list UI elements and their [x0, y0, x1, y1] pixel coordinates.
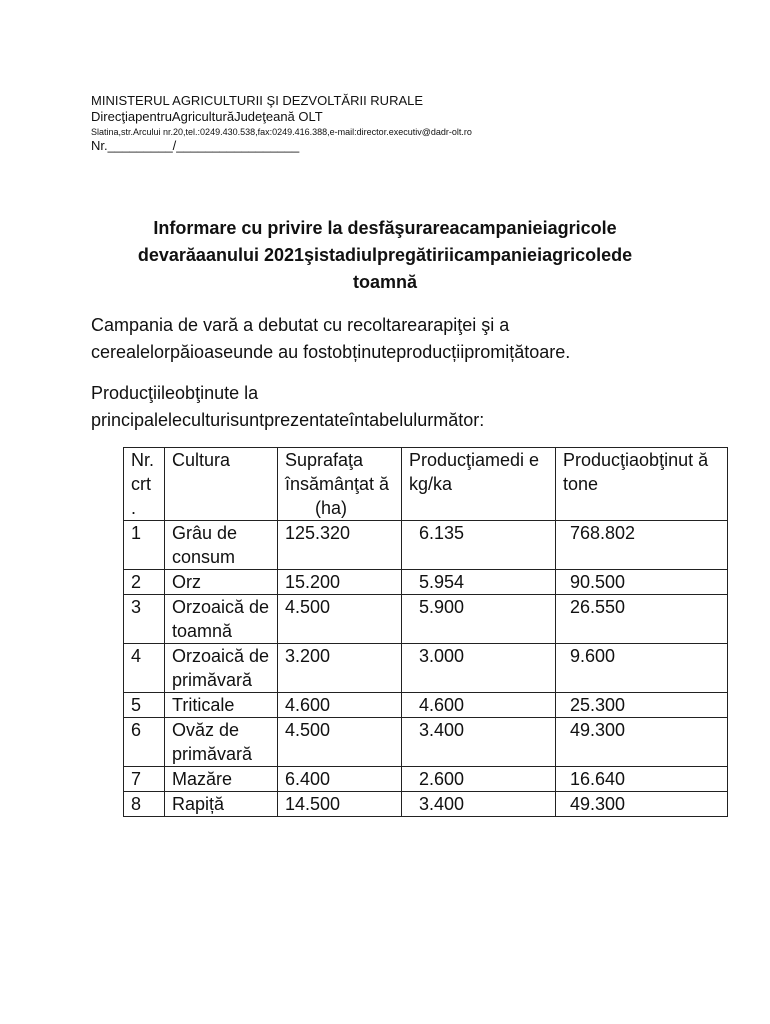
table-intro-line-1: Producţiileobţinute la — [91, 383, 259, 403]
cell-nr: 7 — [124, 767, 165, 792]
header-nr: Nr. crt . — [124, 448, 165, 521]
cell-production: 49.300 — [556, 718, 728, 767]
cell-production: 26.550 — [556, 595, 728, 644]
cell-production: 49.300 — [556, 792, 728, 817]
table-row — [124, 718, 728, 767]
registration-number: Nr._________/_________________ — [91, 138, 300, 153]
cell-yield: 3.400 — [402, 718, 556, 767]
cell-production: 768.802 — [556, 521, 728, 570]
header-area — [278, 448, 402, 521]
header-production — [556, 448, 728, 521]
directorate-name: DirecţiapentruAgriculturăJudeţeană OLT — [91, 109, 323, 124]
cell-area: 4.600 — [278, 693, 402, 718]
cell-culture: Grâu de consum — [165, 521, 278, 570]
header-area-unit: (ha) — [315, 498, 348, 518]
header-culture: Cultura — [165, 448, 278, 521]
cell-area: 14.500 — [278, 792, 402, 817]
header-production-unit: tone — [563, 474, 599, 494]
table-row — [124, 792, 728, 817]
cell-culture: Triticale — [165, 693, 278, 718]
cell-area: 6.400 — [278, 767, 402, 792]
table-row — [124, 521, 728, 570]
cell-culture: Mazăre — [165, 767, 278, 792]
table-row — [124, 595, 728, 644]
crop-production-table — [123, 447, 728, 817]
cell-production: 25.300 — [556, 693, 728, 718]
cell-yield: 4.600 — [402, 693, 556, 718]
cell-nr: 3 — [124, 595, 165, 644]
cell-yield: 3.000 — [402, 644, 556, 693]
table-intro-paragraph — [91, 380, 731, 434]
table-row — [124, 693, 728, 718]
cell-area: 125.320 — [278, 521, 402, 570]
table-row — [124, 570, 728, 595]
document-title — [60, 215, 710, 296]
cell-culture: Orzoaică de toamnă — [165, 595, 278, 644]
cell-yield: 6.135 — [402, 521, 556, 570]
header-production-label: Producţiaobţinut ă — [563, 450, 709, 470]
cell-area: 15.200 — [278, 570, 402, 595]
cell-yield: 5.954 — [402, 570, 556, 595]
cell-culture: Orz — [165, 570, 278, 595]
title-line-1: Informare cu privire la desfăşurareacampanieiagricole — [153, 218, 617, 238]
cell-area: 4.500 — [278, 718, 402, 767]
cell-production: 9.600 — [556, 644, 728, 693]
table-intro-line-2: principaleleculturisuntprezentateîntabelulurmător: — [91, 410, 485, 430]
header-avg-yield: Producţiamedi e kg/ka — [402, 448, 556, 521]
cell-production: 90.500 — [556, 570, 728, 595]
ministry-name: MINISTERUL AGRICULTURII ŞI DEZVOLTĂRII RURALE — [91, 93, 424, 108]
cell-nr: 2 — [124, 570, 165, 595]
table-row — [124, 767, 728, 792]
cell-yield: 5.900 — [402, 595, 556, 644]
letterhead — [91, 93, 472, 154]
title-line-3: toamnă — [352, 272, 417, 292]
title-line-2: devarăaanului 2021şistadiulpregătiriicampanieiagricolede — [137, 245, 633, 265]
cell-nr: 1 — [124, 521, 165, 570]
cell-nr: 6 — [124, 718, 165, 767]
cell-area: 3.200 — [278, 644, 402, 693]
cell-nr: 8 — [124, 792, 165, 817]
cell-nr: 5 — [124, 693, 165, 718]
table-header-row — [124, 448, 728, 521]
cell-nr: 4 — [124, 644, 165, 693]
cell-culture: Orzoaică de primăvară — [165, 644, 278, 693]
contact-details: Slatina,str.Arcului nr.20,tel.:0249.430.538,fax:0249.416.388,e-mail:director.executiv@dadr-olt.ro — [91, 127, 472, 137]
header-area-label: Suprafaţa însămânţat ă — [285, 450, 390, 494]
intro-paragraph — [91, 312, 731, 366]
cell-yield: 2.600 — [402, 767, 556, 792]
intro-line-2: cerealelorpăioaseunde au fostobținuteproducțiipromițătoare. — [91, 342, 571, 362]
table-row — [124, 644, 728, 693]
cell-culture: Ovăz de primăvară — [165, 718, 278, 767]
cell-production: 16.640 — [556, 767, 728, 792]
cell-area: 4.500 — [278, 595, 402, 644]
cell-yield: 3.400 — [402, 792, 556, 817]
cell-culture: Rapiță — [165, 792, 278, 817]
intro-line-1: Campania de vară a debutat cu recoltarearapiţei şi a — [91, 315, 510, 335]
